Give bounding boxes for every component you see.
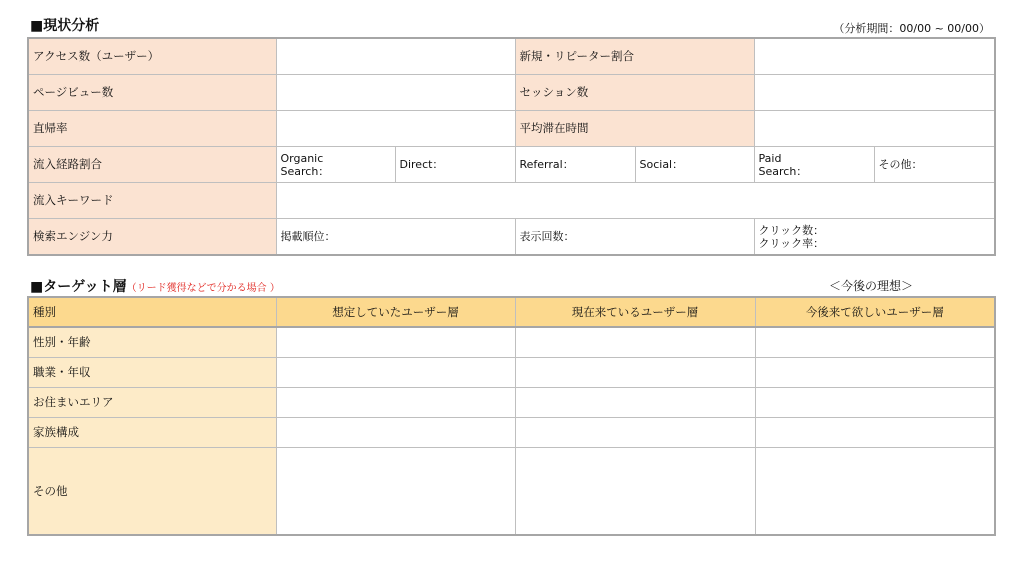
cell-current[interactable]: [515, 448, 755, 536]
analysis-title: ■現状分析: [30, 18, 100, 34]
cell-desired[interactable]: [755, 418, 995, 448]
rank-cell[interactable]: 掲載順位：: [276, 219, 515, 256]
cell-current[interactable]: [515, 327, 755, 358]
table-row: [28, 183, 995, 219]
ideal-label: ＜今後の理想＞: [829, 279, 914, 293]
keyword-label: 流入キーワード: [28, 183, 276, 219]
header-type: 種別: [28, 297, 276, 327]
clicks-label: クリック数：: [758, 223, 825, 237]
header-assumed: 想定していたユーザー層: [276, 297, 515, 327]
access-label: アクセス数（ユーザー）: [28, 38, 276, 75]
target-title-wrap: [30, 276, 280, 296]
paid-label-1: Paid: [758, 151, 782, 165]
pageview-label: ページビュー数: [28, 75, 276, 111]
cell-desired[interactable]: [755, 448, 995, 536]
cell-assumed[interactable]: [276, 358, 515, 388]
table-row: [28, 75, 995, 111]
bounce-label: 直帰率: [28, 111, 276, 147]
row-label-area: お住まいエリア: [28, 388, 276, 418]
cell-desired[interactable]: [755, 388, 995, 418]
table-row: [28, 219, 995, 256]
analysis-period: （分析期間：00/00 ~ 00/00）: [833, 22, 990, 35]
access-value[interactable]: [276, 38, 515, 75]
pageview-value[interactable]: [276, 75, 515, 111]
target-table: [27, 296, 996, 536]
header-desired: 今後来て欲しいユーザー層: [755, 297, 995, 327]
search-power-label: 検索エンジン力: [28, 219, 276, 256]
cell-current[interactable]: [515, 388, 755, 418]
row-label-gender-age: 性別・年齢: [28, 327, 276, 358]
paid-search-cell[interactable]: [754, 147, 874, 183]
table-header-row: [28, 297, 995, 327]
cell-desired[interactable]: [755, 327, 995, 358]
header-current: 現在来ているユーザー層: [515, 297, 755, 327]
channel-label: 流入経路割合: [28, 147, 276, 183]
avg-time-label: 平均滞在時間: [515, 111, 754, 147]
target-title: ■ターゲット層: [30, 279, 127, 295]
referral-cell[interactable]: Referral：: [515, 147, 635, 183]
table-row: [28, 147, 995, 183]
table-row: [28, 38, 995, 75]
direct-cell[interactable]: Direct：: [395, 147, 515, 183]
cell-assumed[interactable]: [276, 418, 515, 448]
bounce-value[interactable]: [276, 111, 515, 147]
cell-assumed[interactable]: [276, 388, 515, 418]
organic-label-1: Organic: [280, 151, 324, 165]
table-row: [28, 388, 995, 418]
other-cell[interactable]: その他：: [874, 147, 995, 183]
table-row: [28, 358, 995, 388]
new-repeater-value[interactable]: [754, 38, 995, 75]
table-row: [28, 448, 995, 536]
analysis-table: [27, 37, 996, 256]
table-row: [28, 327, 995, 358]
table-row: [28, 111, 995, 147]
organic-label-2: Search：: [280, 164, 330, 178]
table-row: [28, 418, 995, 448]
organic-search-cell[interactable]: [276, 147, 395, 183]
row-label-job-income: 職業・年収: [28, 358, 276, 388]
keyword-value[interactable]: [276, 183, 995, 219]
new-repeater-label: 新規・リピーター割合: [515, 38, 754, 75]
cell-desired[interactable]: [755, 358, 995, 388]
session-value[interactable]: [754, 75, 995, 111]
ctr-label: クリック率：: [758, 236, 825, 250]
cell-assumed[interactable]: [276, 327, 515, 358]
social-cell[interactable]: Social：: [635, 147, 754, 183]
session-label: セッション数: [515, 75, 754, 111]
cell-current[interactable]: [515, 358, 755, 388]
row-label-family: 家族構成: [28, 418, 276, 448]
impressions-cell[interactable]: 表示回数：: [515, 219, 754, 256]
cell-current[interactable]: [515, 418, 755, 448]
avg-time-value[interactable]: [754, 111, 995, 147]
target-note: （リード獲得などで分かる場合 ）: [126, 283, 280, 294]
paid-label-2: Search：: [758, 164, 808, 178]
click-cell[interactable]: [754, 219, 995, 256]
cell-assumed[interactable]: [276, 448, 515, 536]
row-label-other: その他: [28, 448, 276, 536]
